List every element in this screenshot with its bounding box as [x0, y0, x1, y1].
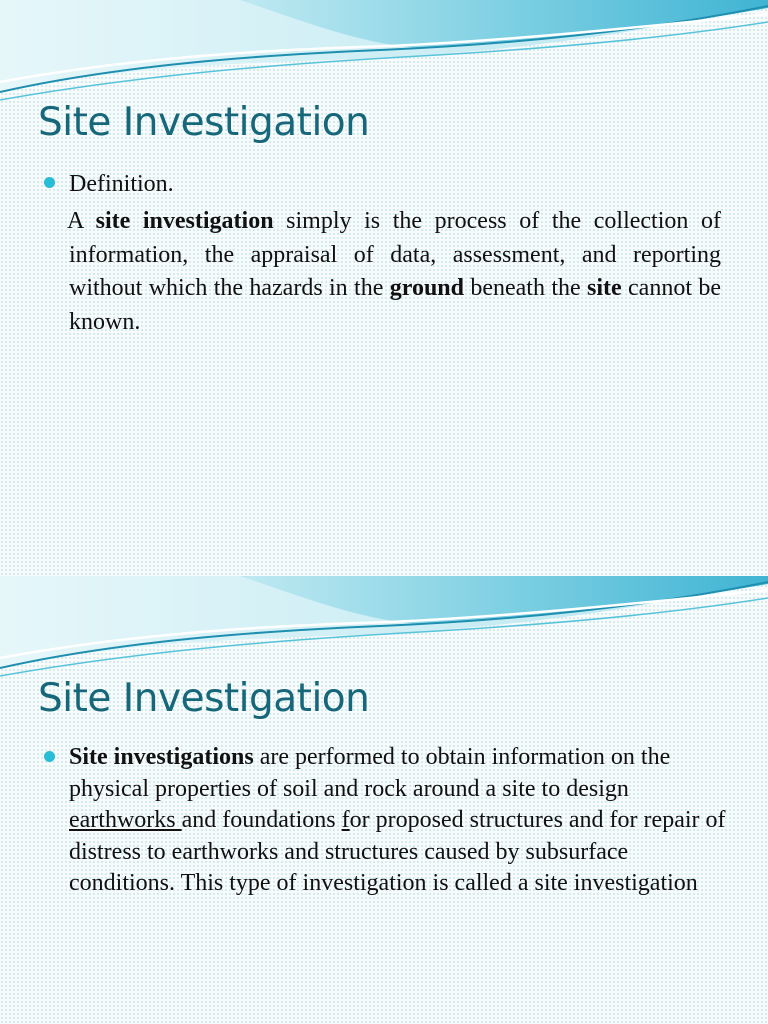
wave-banner: [0, 0, 768, 110]
slide-title: Site Investigation: [38, 676, 370, 721]
bullet-icon: [44, 177, 55, 188]
text-run: beneath the: [463, 275, 587, 301]
bullet-icon: [44, 751, 55, 762]
definition-paragraph: [69, 205, 721, 339]
wave-banner: [0, 576, 768, 686]
text-run: are performed to obtain information on the physical properties of soil and rock around a site to design: [69, 744, 671, 802]
text-run: simply is the process of the collection of information, the appraisal of data, assessment, and reporting without which the hazards in the: [69, 208, 721, 301]
bullet-text: [69, 742, 734, 900]
bold-run: site: [587, 275, 622, 301]
bullet-text: Definition.: [69, 171, 174, 197]
underlined-run: earthworks: [69, 807, 182, 833]
bold-run: ground: [389, 275, 464, 301]
text-run: A: [67, 208, 96, 234]
text-run: and foundations: [181, 807, 342, 833]
slide-title: Site Investigation: [38, 100, 370, 145]
text-run: or proposed structures and for repair of distress to earthworks and structures caused by subsurface conditions. This type of investigation is called a site investigation: [69, 807, 726, 896]
slide-2: [0, 576, 768, 1024]
list-item: [44, 168, 728, 202]
list-item: [44, 742, 728, 900]
bold-run: Site investigations: [69, 744, 254, 770]
text-run: cannot be known.: [69, 275, 721, 335]
underlined-run: f: [341, 807, 350, 833]
bold-run: site investigation: [95, 208, 274, 234]
